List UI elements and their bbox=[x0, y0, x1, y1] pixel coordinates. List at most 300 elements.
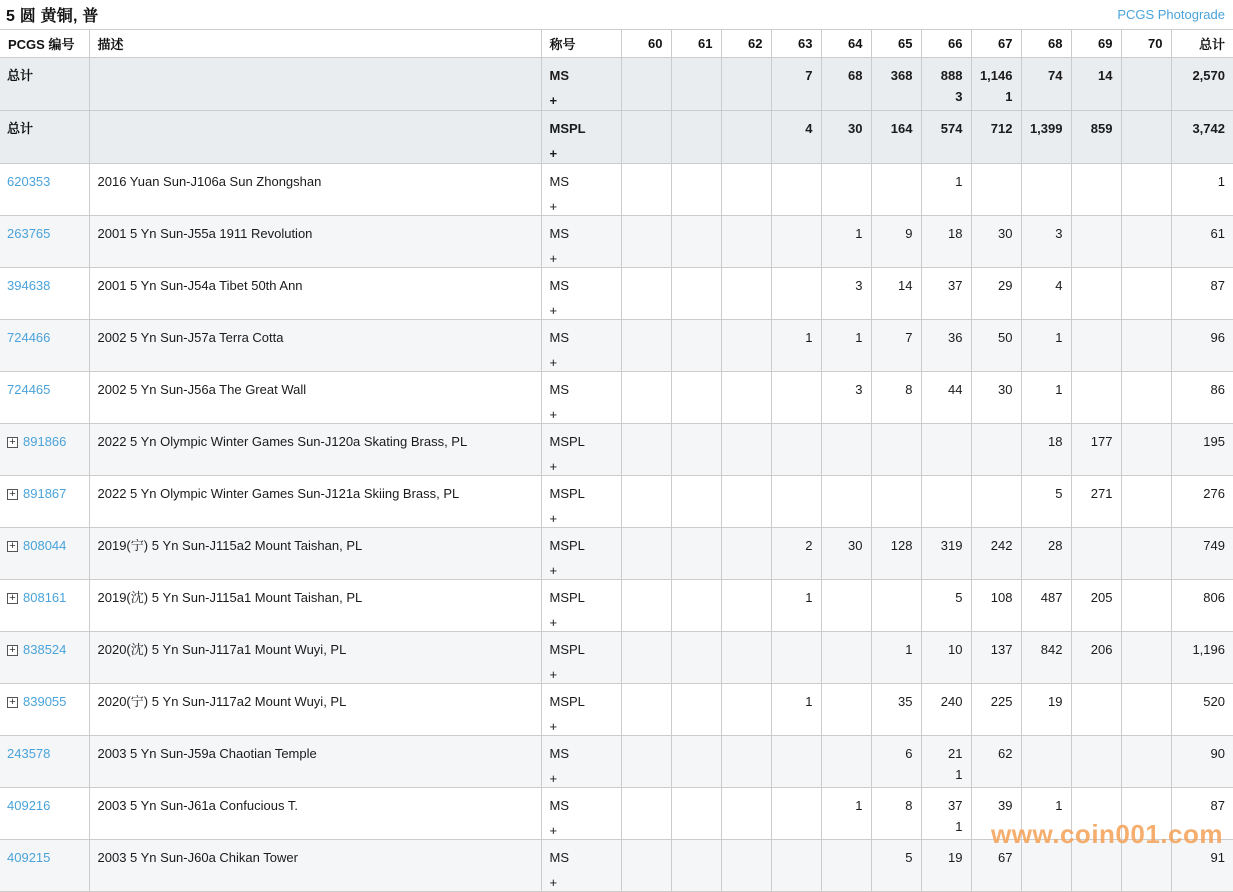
total-cell bbox=[1171, 840, 1233, 892]
total-cell bbox=[1171, 476, 1233, 528]
pcgs-number-cell bbox=[0, 164, 89, 216]
table-row bbox=[0, 268, 1233, 320]
grade-count: 90 bbox=[1210, 746, 1225, 761]
grade-cell bbox=[671, 580, 721, 632]
designation-cell bbox=[541, 632, 621, 684]
grade-cell bbox=[1121, 788, 1171, 840]
grade-cell bbox=[821, 320, 871, 372]
designation-label: MS bbox=[549, 278, 569, 293]
grade-cell bbox=[871, 58, 921, 111]
pcgs-number-cell bbox=[0, 320, 89, 372]
grade-count: 225 bbox=[990, 694, 1013, 709]
grade-cell bbox=[1121, 268, 1171, 320]
grade-count: 14 bbox=[898, 278, 913, 293]
grade-cell bbox=[871, 684, 921, 736]
grade-plus-count: 3 bbox=[955, 89, 963, 104]
total-cell bbox=[1171, 736, 1233, 788]
grade-cell bbox=[621, 216, 671, 268]
column-header-grade-61: 61 bbox=[671, 30, 721, 58]
grade-cell bbox=[1021, 476, 1071, 528]
grade-count: 61 bbox=[1210, 226, 1225, 241]
grade-count: 1 bbox=[805, 330, 813, 345]
total-cell bbox=[1171, 580, 1233, 632]
grade-cell bbox=[771, 320, 821, 372]
designation-plus-label: + bbox=[549, 459, 558, 474]
grade-count: 37 bbox=[948, 798, 963, 813]
grade-cell bbox=[621, 788, 671, 840]
grade-count: 1 bbox=[1055, 330, 1063, 345]
column-header-grade-68: 68 bbox=[1021, 30, 1071, 58]
designation-label: MS bbox=[549, 382, 569, 397]
topbar bbox=[0, 0, 1233, 29]
grade-plus-count: 1 bbox=[955, 819, 963, 834]
grade-count: 164 bbox=[890, 121, 913, 136]
description-cell: 2003 5 Yn Sun-J60a Chikan Tower bbox=[89, 840, 541, 892]
grade-cell bbox=[1121, 840, 1171, 892]
grade-count: 91 bbox=[1210, 850, 1225, 865]
pcgs-number-link[interactable]: 808161 bbox=[23, 590, 67, 605]
grade-count: 242 bbox=[990, 538, 1013, 553]
column-header-grade-62: 62 bbox=[721, 30, 771, 58]
grade-cell bbox=[671, 216, 721, 268]
grade-cell bbox=[1071, 320, 1121, 372]
grade-cell bbox=[721, 528, 771, 580]
grade-count: 21 bbox=[948, 746, 963, 761]
grade-cell bbox=[1021, 58, 1071, 111]
grade-cell bbox=[1071, 528, 1121, 580]
grade-cell bbox=[621, 632, 671, 684]
table-row bbox=[0, 840, 1233, 892]
grade-count: 712 bbox=[990, 121, 1013, 136]
designation-plus-label: + bbox=[549, 251, 558, 266]
grade-count: 1 bbox=[855, 226, 863, 241]
table-row bbox=[0, 528, 1233, 580]
pcgs-number-link[interactable]: 724465 bbox=[7, 382, 51, 397]
grade-cell bbox=[771, 840, 821, 892]
grade-count: 28 bbox=[1048, 538, 1063, 553]
grade-count: 2 bbox=[805, 538, 813, 553]
grade-count: 68 bbox=[848, 68, 863, 83]
total-cell bbox=[1171, 372, 1233, 424]
grade-cell bbox=[1021, 632, 1071, 684]
page-title: 5 圆 黄铜, 普 bbox=[6, 8, 99, 25]
grade-cell bbox=[671, 788, 721, 840]
grade-cell bbox=[821, 840, 871, 892]
grade-cell bbox=[721, 736, 771, 788]
grade-cell bbox=[621, 528, 671, 580]
grade-count: 1,146 bbox=[979, 68, 1013, 83]
grade-cell bbox=[821, 580, 871, 632]
designation-label: MS bbox=[549, 174, 569, 189]
grade-count: 108 bbox=[990, 590, 1013, 605]
grade-cell bbox=[971, 111, 1021, 164]
grade-cell bbox=[1021, 424, 1071, 476]
grade-cell bbox=[1021, 320, 1071, 372]
table-row bbox=[0, 736, 1233, 788]
grade-count: 520 bbox=[1203, 694, 1225, 709]
grade-cell bbox=[1021, 736, 1071, 788]
designation-cell bbox=[541, 372, 621, 424]
grade-cell bbox=[621, 736, 671, 788]
grade-count: 74 bbox=[1048, 68, 1063, 83]
designation-plus-label: + bbox=[549, 355, 558, 370]
grade-cell bbox=[921, 58, 971, 111]
grade-count: 30 bbox=[848, 121, 863, 136]
grade-count: 18 bbox=[1048, 434, 1063, 449]
grade-cell bbox=[721, 320, 771, 372]
total-label-cell bbox=[0, 111, 89, 164]
grade-cell bbox=[971, 580, 1021, 632]
designation-plus-label: + bbox=[549, 823, 558, 838]
table-header bbox=[0, 30, 1233, 58]
designation-plus-label: + bbox=[549, 875, 558, 890]
grade-cell bbox=[821, 788, 871, 840]
pcgs-number-link[interactable]: 620353 bbox=[7, 174, 51, 189]
total-cell bbox=[1171, 632, 1233, 684]
grade-cell bbox=[671, 736, 721, 788]
grade-cell bbox=[971, 528, 1021, 580]
grade-cell bbox=[1121, 476, 1171, 528]
pcgs-number-cell bbox=[0, 736, 89, 788]
grade-cell bbox=[871, 632, 921, 684]
photograde-link[interactable]: PCGS Photograde bbox=[1117, 7, 1225, 22]
grade-cell bbox=[721, 788, 771, 840]
grade-cell bbox=[621, 58, 671, 111]
grade-count: 87 bbox=[1210, 798, 1225, 813]
grade-cell bbox=[821, 216, 871, 268]
table-row bbox=[0, 320, 1233, 372]
grade-cell bbox=[921, 788, 971, 840]
pcgs-number-link[interactable]: 891867 bbox=[23, 486, 67, 501]
designation-cell bbox=[541, 684, 621, 736]
designation-cell bbox=[541, 111, 621, 164]
grade-cell bbox=[1071, 632, 1121, 684]
designation-cell bbox=[541, 580, 621, 632]
grade-cell bbox=[1021, 788, 1071, 840]
grade-count: 29 bbox=[998, 278, 1013, 293]
pcgs-number-cell bbox=[0, 788, 89, 840]
grade-count: 39 bbox=[998, 798, 1013, 813]
pcgs-number-link[interactable]: 891866 bbox=[23, 434, 67, 449]
grade-cell bbox=[1071, 736, 1121, 788]
pcgs-number-link[interactable]: 263765 bbox=[7, 226, 51, 241]
grade-cell bbox=[1121, 736, 1171, 788]
grade-count: 10 bbox=[948, 642, 963, 657]
designation-label: MS bbox=[549, 746, 569, 761]
grade-cell bbox=[921, 684, 971, 736]
grade-cell bbox=[921, 840, 971, 892]
grade-count: 30 bbox=[998, 382, 1013, 397]
total-cell bbox=[1171, 320, 1233, 372]
column-header-grade-70: 70 bbox=[1121, 30, 1171, 58]
grade-cell bbox=[921, 632, 971, 684]
table-row bbox=[0, 164, 1233, 216]
grade-plus-count: 1 bbox=[955, 767, 963, 782]
grade-cell bbox=[1021, 528, 1071, 580]
grade-count: 206 bbox=[1090, 642, 1113, 657]
grade-count: 3 bbox=[855, 382, 863, 397]
grade-cell bbox=[871, 580, 921, 632]
expand-icon[interactable]: + bbox=[7, 593, 18, 604]
designation-plus-label: + bbox=[549, 511, 558, 526]
grade-cell bbox=[721, 424, 771, 476]
grade-cell bbox=[871, 528, 921, 580]
grade-cell bbox=[871, 476, 921, 528]
pcgs-number-cell bbox=[0, 840, 89, 892]
total-label: 总计 bbox=[7, 68, 34, 83]
pcgs-number-link[interactable]: 409216 bbox=[7, 798, 51, 813]
column-header-grade-60: 60 bbox=[621, 30, 671, 58]
description-cell: 2003 5 Yn Sun-J59a Chaotian Temple bbox=[89, 736, 541, 788]
expand-icon[interactable]: + bbox=[7, 489, 18, 500]
grade-cell bbox=[671, 320, 721, 372]
grade-count: 5 bbox=[955, 590, 963, 605]
pcgs-number-cell bbox=[0, 268, 89, 320]
designation-plus-label: + bbox=[549, 303, 558, 318]
grade-cell bbox=[1071, 840, 1121, 892]
grade-cell bbox=[671, 632, 721, 684]
total-cell bbox=[1171, 684, 1233, 736]
grade-cell bbox=[771, 111, 821, 164]
grade-cell bbox=[971, 840, 1021, 892]
table-row bbox=[0, 788, 1233, 840]
description-cell: 2001 5 Yn Sun-J54a Tibet 50th Ann bbox=[89, 268, 541, 320]
designation-plus-label: + bbox=[549, 146, 558, 161]
designation-cell bbox=[541, 840, 621, 892]
grade-count: 36 bbox=[948, 330, 963, 345]
designation-plus-label: + bbox=[549, 771, 558, 786]
grade-cell bbox=[671, 268, 721, 320]
total-cell bbox=[1171, 164, 1233, 216]
grade-cell bbox=[771, 268, 821, 320]
designation-label: MS bbox=[549, 330, 569, 345]
grade-count: 4 bbox=[1055, 278, 1063, 293]
column-header-grade-66: 66 bbox=[921, 30, 971, 58]
grade-cell bbox=[671, 111, 721, 164]
grade-count: 842 bbox=[1040, 642, 1063, 657]
designation-label: MSPL bbox=[549, 121, 586, 136]
grade-cell bbox=[821, 268, 871, 320]
pcgs-number-link[interactable]: 808044 bbox=[23, 538, 67, 553]
expand-icon[interactable]: + bbox=[7, 541, 18, 552]
designation-cell bbox=[541, 320, 621, 372]
grade-count: 37 bbox=[948, 278, 963, 293]
grade-cell bbox=[971, 320, 1021, 372]
grade-count: 5 bbox=[1055, 486, 1063, 501]
grade-cell bbox=[1071, 268, 1121, 320]
grade-count: 14 bbox=[1098, 68, 1113, 83]
designation-label: MSPL bbox=[549, 434, 585, 449]
grade-cell bbox=[621, 268, 671, 320]
pcgs-number-cell bbox=[0, 580, 89, 632]
column-header-grade-63: 63 bbox=[771, 30, 821, 58]
grade-cell bbox=[671, 476, 721, 528]
grade-count: 240 bbox=[940, 694, 963, 709]
grade-cell bbox=[1071, 216, 1121, 268]
grade-cell bbox=[821, 528, 871, 580]
total-cell bbox=[1171, 268, 1233, 320]
designation-label: MS bbox=[549, 226, 569, 241]
grade-cell bbox=[971, 788, 1021, 840]
pcgs-number-link[interactable]: 409215 bbox=[7, 850, 51, 865]
grade-count: 1 bbox=[1055, 382, 1063, 397]
pcgs-number-link[interactable]: 243578 bbox=[7, 746, 51, 761]
designation-plus-label: + bbox=[549, 719, 558, 734]
designation-label: MSPL bbox=[549, 590, 585, 605]
grade-cell bbox=[921, 111, 971, 164]
grade-cell bbox=[671, 684, 721, 736]
total-row bbox=[0, 58, 1233, 111]
column-header-grade-65: 65 bbox=[871, 30, 921, 58]
grade-cell bbox=[671, 840, 721, 892]
grade-cell bbox=[871, 111, 921, 164]
grade-cell bbox=[1021, 372, 1071, 424]
grade-cell bbox=[621, 372, 671, 424]
total-label: 总计 bbox=[7, 121, 34, 136]
pcgs-number-link[interactable]: 839055 bbox=[23, 694, 67, 709]
grade-cell bbox=[771, 476, 821, 528]
grade-cell bbox=[871, 164, 921, 216]
grade-count: 7 bbox=[805, 68, 813, 83]
description-cell: 2016 Yuan Sun-J106a Sun Zhongshan bbox=[89, 164, 541, 216]
grade-cell bbox=[1121, 372, 1171, 424]
grade-count: 1 bbox=[955, 174, 963, 189]
expand-icon[interactable]: + bbox=[7, 437, 18, 448]
grade-cell bbox=[971, 424, 1021, 476]
column-header-grade-69: 69 bbox=[1071, 30, 1121, 58]
grade-cell bbox=[621, 164, 671, 216]
designation-cell bbox=[541, 528, 621, 580]
pcgs-number-cell bbox=[0, 476, 89, 528]
description-cell bbox=[89, 58, 541, 111]
watermark: www.coin001.com bbox=[991, 819, 1223, 849]
grade-cell bbox=[771, 736, 821, 788]
designation-plus-label: + bbox=[549, 667, 558, 682]
pcgs-number-cell bbox=[0, 372, 89, 424]
grade-cell bbox=[671, 528, 721, 580]
grade-cell bbox=[971, 216, 1021, 268]
grade-cell bbox=[1021, 216, 1071, 268]
grade-count: 3 bbox=[1055, 226, 1063, 241]
grade-cell bbox=[1071, 424, 1121, 476]
grade-cell bbox=[771, 164, 821, 216]
grade-cell bbox=[721, 164, 771, 216]
expand-icon[interactable]: + bbox=[7, 697, 18, 708]
pcgs-number-cell bbox=[0, 528, 89, 580]
grade-cell bbox=[821, 164, 871, 216]
grade-cell bbox=[621, 476, 671, 528]
grade-cell bbox=[721, 684, 771, 736]
grade-cell bbox=[671, 372, 721, 424]
grade-cell bbox=[921, 320, 971, 372]
pcgs-number-link[interactable]: 394638 bbox=[7, 278, 51, 293]
designation-label: MS bbox=[549, 850, 569, 865]
grade-cell bbox=[871, 268, 921, 320]
designation-plus-label: + bbox=[549, 615, 558, 630]
designation-cell bbox=[541, 268, 621, 320]
grade-count: 1,399 bbox=[1029, 121, 1063, 136]
grade-cell bbox=[821, 632, 871, 684]
grade-count: 128 bbox=[890, 538, 913, 553]
grade-cell bbox=[771, 580, 821, 632]
grade-cell bbox=[771, 372, 821, 424]
table-row bbox=[0, 424, 1233, 476]
grade-cell bbox=[1021, 164, 1071, 216]
grade-count: 1 bbox=[855, 330, 863, 345]
grade-cell bbox=[921, 424, 971, 476]
grade-cell bbox=[921, 580, 971, 632]
grade-count: 1 bbox=[1055, 798, 1063, 813]
grade-cell bbox=[1121, 528, 1171, 580]
grade-cell bbox=[921, 164, 971, 216]
grade-cell bbox=[971, 268, 1021, 320]
designation-label: MS bbox=[549, 798, 569, 813]
table-row bbox=[0, 632, 1233, 684]
grade-cell bbox=[821, 736, 871, 788]
grade-cell bbox=[671, 58, 721, 111]
grade-count: 276 bbox=[1203, 486, 1225, 501]
description-cell bbox=[89, 111, 541, 164]
grade-cell bbox=[1121, 111, 1171, 164]
grade-cell bbox=[971, 684, 1021, 736]
description-cell: 2019(宁) 5 Yn Sun-J115a2 Mount Taishan, PL bbox=[89, 528, 541, 580]
designation-cell bbox=[541, 164, 621, 216]
grade-cell bbox=[1121, 632, 1171, 684]
description-cell: 2001 5 Yn Sun-J55a 1911 Revolution bbox=[89, 216, 541, 268]
grade-count: 1 bbox=[805, 590, 813, 605]
grade-cell bbox=[771, 788, 821, 840]
column-header-pcgs-number: PCGS 编号 bbox=[0, 30, 89, 58]
description-cell: 2002 5 Yn Sun-J57a Terra Cotta bbox=[89, 320, 541, 372]
designation-label: MSPL bbox=[549, 642, 585, 657]
grade-cell bbox=[1021, 111, 1071, 164]
table-row bbox=[0, 372, 1233, 424]
grade-count: 195 bbox=[1203, 434, 1225, 449]
grade-count: 30 bbox=[998, 226, 1013, 241]
grade-cell bbox=[721, 580, 771, 632]
grade-cell bbox=[721, 372, 771, 424]
grade-cell bbox=[1021, 580, 1071, 632]
pcgs-number-link[interactable]: 838524 bbox=[23, 642, 67, 657]
designation-cell bbox=[541, 424, 621, 476]
pcgs-number-link[interactable]: 724466 bbox=[7, 330, 51, 345]
expand-icon[interactable]: + bbox=[7, 645, 18, 656]
designation-cell bbox=[541, 788, 621, 840]
grade-count: 67 bbox=[998, 850, 1013, 865]
grade-count: 50 bbox=[998, 330, 1013, 345]
grade-cell bbox=[1071, 58, 1121, 111]
designation-label: MS bbox=[549, 68, 569, 83]
grade-cell bbox=[621, 840, 671, 892]
grade-cell bbox=[1071, 476, 1121, 528]
grade-cell bbox=[1121, 580, 1171, 632]
grade-cell bbox=[821, 111, 871, 164]
grade-cell bbox=[971, 164, 1021, 216]
grade-count: 806 bbox=[1203, 590, 1225, 605]
grade-cell bbox=[621, 320, 671, 372]
grade-cell bbox=[721, 632, 771, 684]
grade-count: 19 bbox=[948, 850, 963, 865]
designation-cell bbox=[541, 216, 621, 268]
grade-cell bbox=[921, 372, 971, 424]
total-label-cell bbox=[0, 58, 89, 111]
grade-cell bbox=[1121, 320, 1171, 372]
grade-count: 62 bbox=[998, 746, 1013, 761]
grade-count: 271 bbox=[1090, 486, 1113, 501]
grade-cell bbox=[821, 58, 871, 111]
grade-cell bbox=[921, 476, 971, 528]
description-cell: 2002 5 Yn Sun-J56a The Great Wall bbox=[89, 372, 541, 424]
